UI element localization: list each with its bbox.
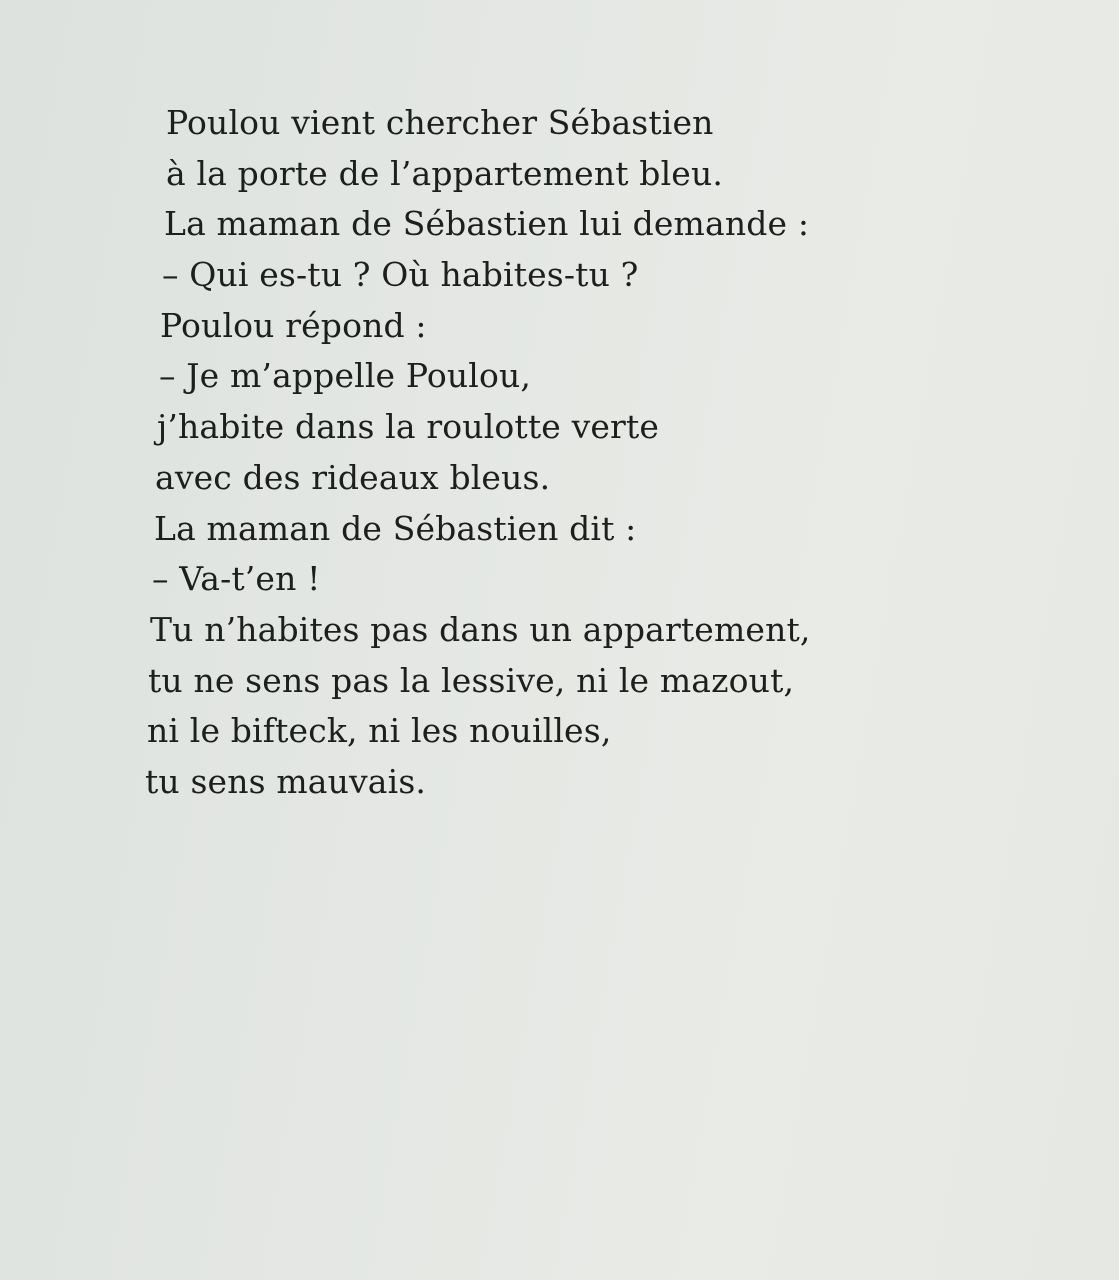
text-line: – Qui es-tu ? Où habites-tu ? [162,255,639,295]
story-text [145,98,1085,808]
text-line: ni le bifteck, ni les nouilles, [147,711,612,751]
text-line: Poulou répond : [160,305,427,345]
text-line: j’habite dans la roulotte verte [157,407,660,447]
text-line: avec des rideaux bleus. [155,457,551,497]
text-line: tu sens mauvais. [145,761,427,801]
text-line: tu ne sens pas la lessive, ni le mazout, [148,660,795,700]
text-line: à la porte de l’appartement bleu. [166,153,724,193]
text-line: – Va-t’en ! [152,559,321,599]
text-line: Poulou vient chercher Sébastien [166,103,714,142]
text-line: La maman de Sébastien dit : [154,508,637,548]
text-line: La maman de Sébastien lui demande : [164,204,810,244]
text-line: – Je m’appelle Poulou, [159,356,532,396]
text-line: Tu n’habites pas dans un appartement, [150,609,811,649]
